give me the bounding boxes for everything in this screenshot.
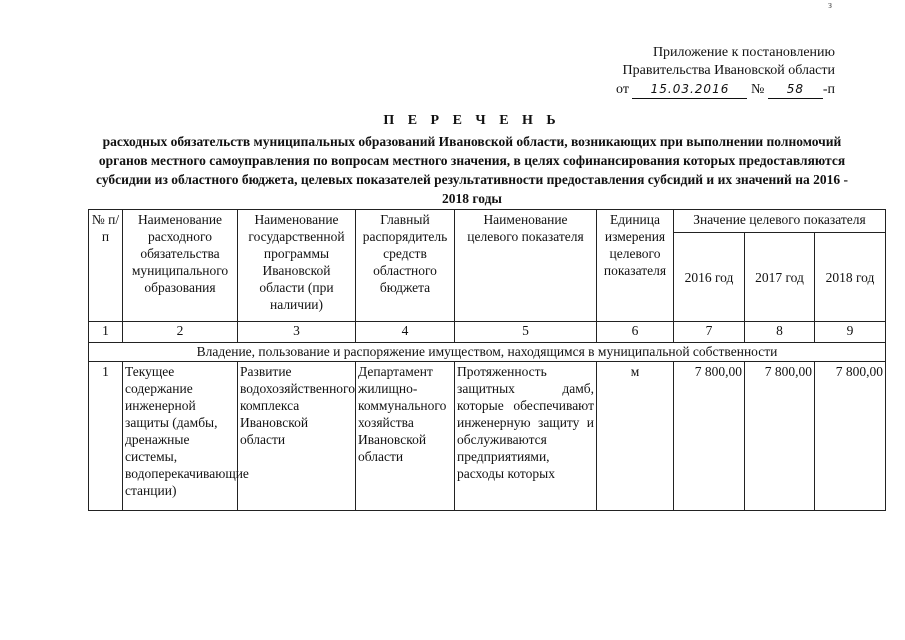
column-number: 8 [745, 322, 815, 343]
title-block [92, 112, 852, 208]
column-number: 3 [238, 322, 356, 343]
row-value-2016: 7 800,00 [674, 362, 745, 511]
header-obligation: Наименование расходного обязательства муниципального образования [123, 210, 238, 322]
column-number: 5 [455, 322, 597, 343]
number-suffix: -п [822, 82, 835, 97]
appendix-line-3 [616, 80, 835, 99]
table-row [89, 362, 886, 511]
column-number: 9 [815, 322, 886, 343]
row-indicator: Протяженность защитных дамб, которые обеспечивают инженерную защиту и обслуживаются предприятиями, расходы которых [455, 362, 597, 511]
column-number: 1 [89, 322, 123, 343]
appendix-line-2: Правительства Ивановской области [622, 63, 835, 78]
row-program: Развитие водохозяйственного комплекса Ивановской области [238, 362, 356, 511]
row-manager: Департамент жилищно-коммунального хозяйства Ивановской области [356, 362, 455, 511]
appendix-line-1: Приложение к постановлению [652, 45, 835, 60]
handwritten-number: 58 [768, 80, 823, 99]
obligations-table [88, 209, 886, 511]
section-row [89, 343, 886, 362]
row-value-2018: 7 800,00 [815, 362, 886, 511]
section-title: Владение, пользование и распоряжение имуществом, находящимся в муниципальной собственности [89, 343, 886, 362]
column-number: 4 [356, 322, 455, 343]
header-2018: 2018 год [815, 233, 886, 322]
handwritten-date: 15.03.2016 [632, 80, 747, 99]
row-unit: м [597, 362, 674, 511]
header-indicator: Наименование целевого показателя [455, 210, 597, 322]
page-mark: з [828, 0, 832, 11]
appendix-block [616, 44, 835, 99]
header-2016: 2016 год [674, 233, 745, 322]
document-subtitle: расходных обязательств муниципальных образований Ивановской области, возникающих при выполнении полномочий органов местного самоуправления по вопросам местного значения, в целях софинансирования которых предоставляются субсидии из областного бюджета, целевых показателей результативности предоставления субсидий и их значений на 2016 - 2018 годы [96, 134, 848, 206]
number-sign: № [750, 82, 765, 97]
row-obligation: Текущее содержание инженерной защиты (дамбы, дренажные системы, водоперекачивающие станции) [123, 362, 238, 511]
appendix-from: от [616, 82, 629, 97]
column-number: 6 [597, 322, 674, 343]
column-number-row [89, 322, 886, 343]
header-manager: Главный распорядитель средств областного бюджета [356, 210, 455, 322]
header-unit: Единица измерения целевого показателя [597, 210, 674, 322]
header-value-group: Значение целевого показателя [674, 210, 886, 233]
column-number: 7 [674, 322, 745, 343]
header-program: Наименование государственной программы Ивановской области (при наличии) [238, 210, 356, 322]
header-num: № п/п [89, 210, 123, 322]
column-number: 2 [123, 322, 238, 343]
header-2017: 2017 год [745, 233, 815, 322]
row-num: 1 [89, 362, 123, 511]
document-title: П Е Р Е Ч Е Н Ь [383, 113, 561, 128]
row-value-2017: 7 800,00 [745, 362, 815, 511]
